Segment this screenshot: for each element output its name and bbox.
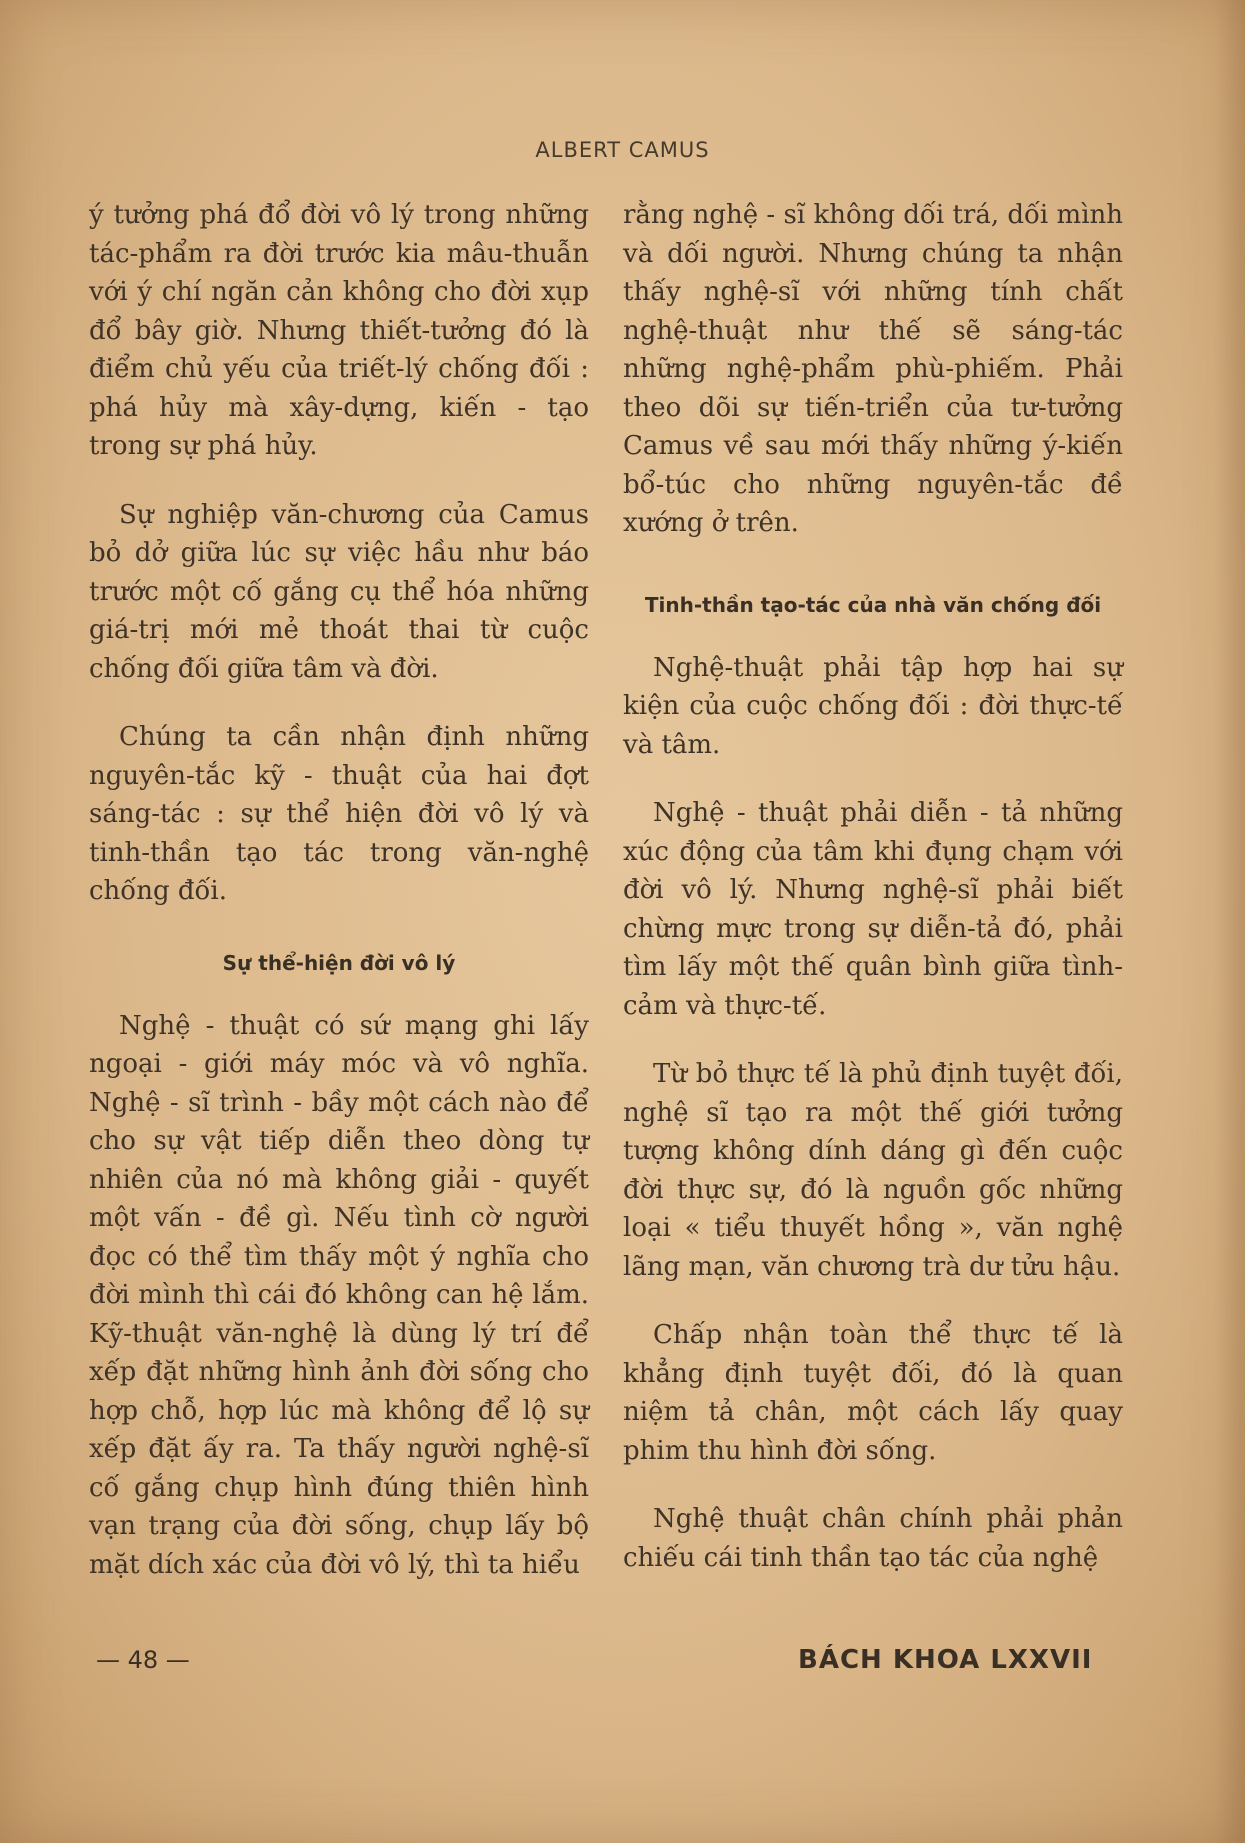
paragraph: Chấp nhận toàn thể thực tế là khẳng định tuyệt đối, đó là quan niệm tả chân, một cách lấy quay phim thu hình đời sống. (623, 1320, 1123, 1466)
running-head: ALBERT CAMUS (535, 138, 710, 162)
journal-title: BÁCH KHOA LXXVII (798, 1645, 1093, 1675)
right-column (623, 196, 1123, 1607)
paragraph: Nghệ - thuật phải diễn - tả những xúc động của tâm khi đụng chạm với đời vô lý. Nhưng nghệ-sĩ phải biết chừng mực trong sự diễn-tả đó, phải tìm lấy một thế quân bình giữa tình-cảm và thực-tế. (623, 798, 1123, 1021)
section-heading: Tinh-thần tạo-tác của nhà văn chống đối (644, 592, 1102, 617)
paragraph: Nghệ thuật chân chính phải phản chiếu cái tinh thần tạo tác của nghệ (623, 1504, 1123, 1573)
paragraph: Sự nghiệp văn-chương của Camus bỏ dở giữa lúc sự việc hầu như báo trước một cố gắng cụ thể hóa những giá-trị mới mẻ thoát thai từ cuộc chống đối giữa tâm và đời. (89, 499, 589, 684)
page-number: — 48 — (96, 1646, 190, 1674)
paragraph: Chúng ta cần nhận định những nguyên-tắc kỹ - thuật của hai đợt sáng-tác : sự thể hiện đời vô lý và tinh-thần tạo tác trong văn-nghệ chống đối. (89, 722, 589, 906)
paragraph: ý tưởng phá đổ đời vô lý trong những tác-phẩm ra đời trước kia mâu-thuẫn với ý chí ngăn cản không cho đời xụp đổ bây giờ. Nhưng thiết-tưởng đó là điểm chủ yếu của triết-lý chống đối : phá hủy mà xây-dựng, kiến - tạo trong sự phá hủy. (89, 200, 589, 461)
left-column (89, 196, 589, 1614)
paragraph: Từ bỏ thực tế là phủ định tuyệt đối, nghệ sĩ tạo ra một thế giới tưởng tượng không dính dáng gì đến cuộc đời thực sự, đó là nguồn gốc những loại « tiểu thuyết hồng », văn nghệ lãng mạn, văn chương trà dư tửu hậu. (623, 1059, 1123, 1282)
paragraph: rằng nghệ - sĩ không dối trá, dối mình và dối người. Nhưng chúng ta nhận thấy nghệ-sĩ với những tính chất nghệ-thuật như thế sẽ sáng-tác những nghệ-phẩm phù-phiếm. Phải theo dõi sự tiến-triển của tư-tưởng Camus về sau mới thấy những ý-kiến bổ-túc cho những nguyên-tắc đề xướng ở trên. (623, 200, 1123, 538)
paragraph: Nghệ - thuật có sứ mạng ghi lấy ngoại - giới máy móc và vô nghĩa. Nghệ - sĩ trình - bầy một cách nào để cho sự vật tiếp diễn theo dòng tự nhiên của nó mà không giải - quyết một vấn - đề gì. Nếu tình cờ người đọc có thể tìm thấy một ý nghĩa cho đời mình thì cái đó không can hệ lắm. Kỹ-thuật văn-nghệ là dùng lý trí để xếp đặt những hình ảnh đời sống cho hợp chỗ, hợp lúc mà không để lộ sự xếp đặt ấy ra. Ta thấy người nghệ-sĩ cố gắng chụp hình đúng thiên hình vạn trạng của đời sống, chụp lấy bộ mặt dích xác của đời vô lý, thì ta hiểu (89, 1010, 589, 1580)
section-heading: Sự thể-hiện đời vô lý (222, 950, 456, 975)
paragraph: Nghệ-thuật phải tập hợp hai sự kiện của cuộc chống đối : đời thực-tế và tâm. (623, 652, 1123, 760)
